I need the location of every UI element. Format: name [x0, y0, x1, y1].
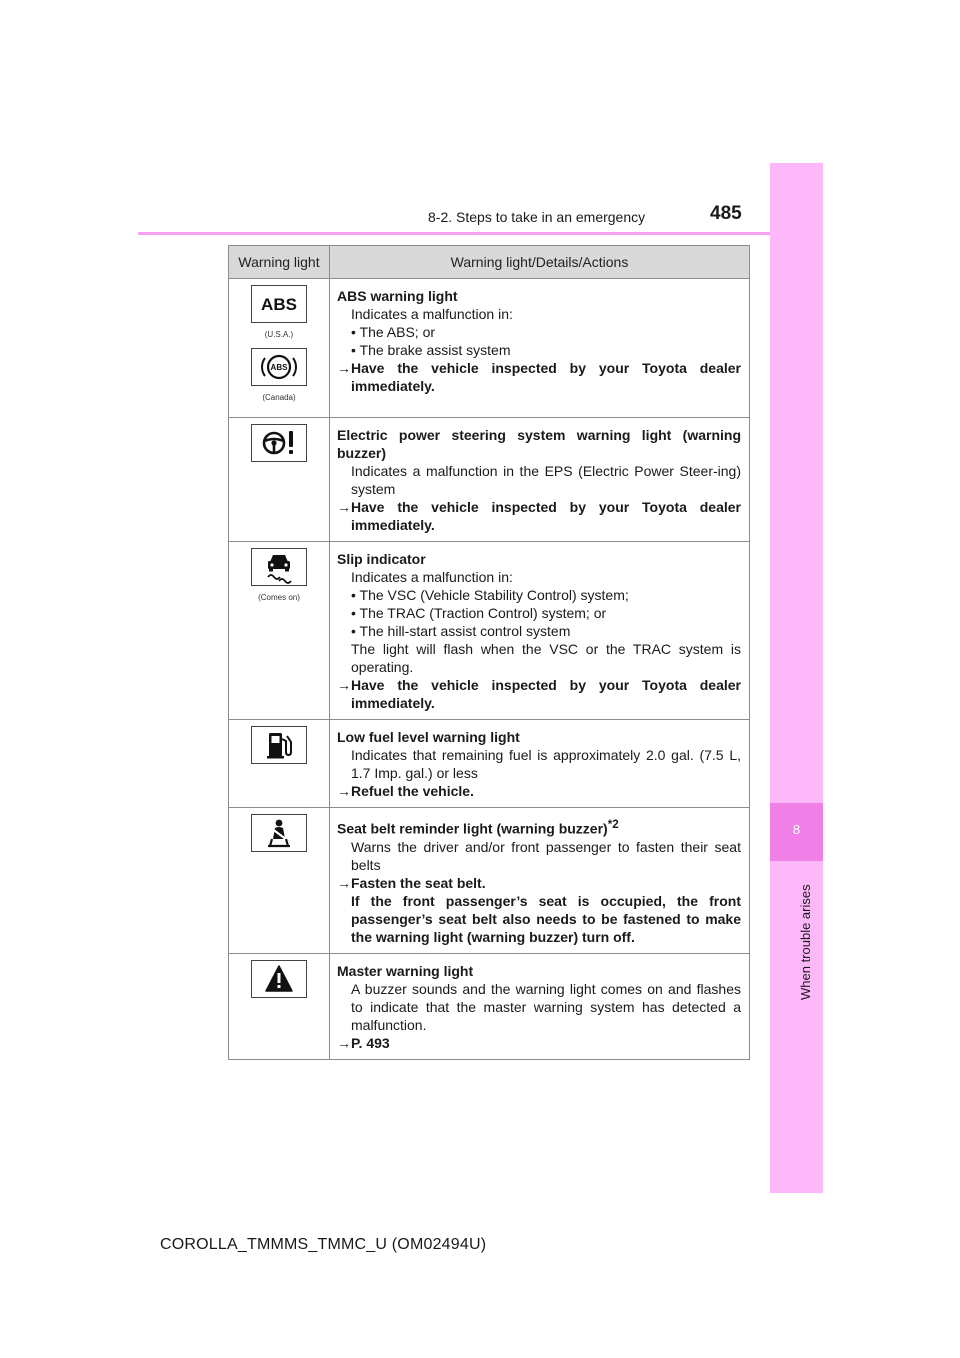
action-note: If the front passenger’s seat is occupied, the front passenger’s seat belt also needs to be fastened to make the warning light (warning buzzer) turn off. [351, 892, 741, 945]
row-action [337, 676, 741, 712]
row-action [337, 874, 741, 892]
icon-cell [229, 720, 330, 808]
row-title: Master warning light [337, 962, 474, 979]
steering-warning-icon [251, 424, 307, 462]
abs-circle-icon-label: ABS [270, 363, 288, 372]
header-rule [138, 232, 823, 235]
details-cell [330, 808, 750, 954]
row-description: Indicates a malfunction in: [351, 569, 513, 585]
row-description: Indicates that remaining fuel is approximately 2.0 gal. (7.5 L, 1.7 Imp. gal.) or less [351, 747, 741, 781]
caption-canada: (Canada) [262, 393, 296, 402]
bullet-item: • The VSC (Vehicle Stability Control) system; [351, 587, 629, 603]
details-cell [330, 720, 750, 808]
row-action [337, 782, 741, 800]
action-text: Fasten the seat belt. [351, 874, 486, 891]
details-cell [330, 953, 750, 1059]
slip-indicator-icon [251, 548, 307, 586]
seatbelt-icon [251, 814, 307, 852]
fuel-pump-icon [251, 726, 307, 764]
action-text: Refuel the vehicle. [351, 783, 474, 799]
page-number: 485 [710, 203, 742, 224]
arrow-glyph: → [337, 1034, 351, 1051]
arrow-glyph: → [337, 360, 351, 376]
table-header-row [229, 246, 750, 279]
details-cell [330, 542, 750, 720]
icon-cell [229, 542, 330, 720]
page-reference[interactable]: P. 493 [351, 1034, 390, 1051]
icon-cell [229, 418, 330, 542]
details-cell [330, 418, 750, 542]
master-warning-icon [251, 960, 307, 998]
warning-light-table [228, 245, 750, 1060]
action-text: Have the vehicle inspected by your Toyota dealer immediately. [351, 360, 741, 394]
table-row-eps [229, 418, 750, 542]
row-title [337, 816, 741, 838]
row-action [337, 1034, 741, 1052]
caption-comes-on: (Comes on) [258, 593, 300, 602]
bullet-item: • The hill-start assist control system [351, 623, 571, 639]
row-title: Slip indicator [337, 551, 426, 567]
row-description: The light will flash when the VSC or the TRAC system is operating. [351, 641, 741, 675]
row-description: A buzzer sounds and the warning light comes on and flashes to indicate that the master warning system has detected a malfunction. [351, 980, 741, 1033]
details-cell [330, 279, 750, 418]
arrow-glyph: → [337, 874, 351, 891]
chapter-side-strip [770, 163, 823, 1193]
table-row-seatbelt [229, 808, 750, 954]
caption-usa: (U.S.A.) [264, 330, 294, 339]
row-description: Indicates a malfunction in the EPS (Electric Power Steer-ing) system [351, 463, 741, 497]
bullet-item: • The TRAC (Traction Control) system; or [351, 605, 607, 621]
title-text: Seat belt reminder light (warning buzzer) [337, 820, 608, 837]
arrow-glyph: → [337, 783, 351, 799]
column-header-details: Warning light/Details/Actions [330, 246, 750, 279]
icon-cell [229, 279, 330, 418]
table-row-abs [229, 279, 750, 418]
row-title: ABS warning light [337, 288, 458, 304]
action-text: Have the vehicle inspected by your Toyota dealer immediately. [351, 677, 741, 711]
arrow-glyph: → [337, 677, 351, 693]
action-text: Have the vehicle inspected by your Toyota dealer immediately. [351, 499, 741, 533]
section-title: 8-2. Steps to take in an emergency [428, 209, 646, 225]
icon-cell [229, 808, 330, 954]
abs-icon-label: ABS [261, 295, 297, 314]
row-title: Low fuel level warning light [337, 729, 520, 745]
row-description: Indicates a malfunction in: [351, 306, 513, 322]
arrow-glyph: → [337, 499, 351, 515]
row-title: Electric power steering system warning light (warning buzzer) [337, 427, 741, 461]
document-footer: COROLLA_TMMMS_TMMC_U (OM02494U) [160, 1236, 487, 1253]
chapter-number: 8 [792, 822, 801, 837]
column-header-light: Warning light [229, 246, 330, 279]
abs-icon [251, 285, 307, 323]
abs-circle-icon [251, 348, 307, 386]
table-row-slip [229, 542, 750, 720]
table-row-fuel [229, 720, 750, 808]
icon-cell [229, 953, 330, 1059]
footnote-marker: *2 [607, 818, 619, 831]
chapter-title: When trouble arises [798, 884, 813, 1000]
row-action [337, 359, 741, 395]
bullet-item: • The brake assist system [351, 342, 511, 358]
bullet-item: • The ABS; or [351, 324, 436, 340]
row-description: Warns the driver and/or front passenger to fasten their seat belts [351, 838, 741, 873]
row-action [337, 498, 741, 534]
table-row-master [229, 953, 750, 1059]
